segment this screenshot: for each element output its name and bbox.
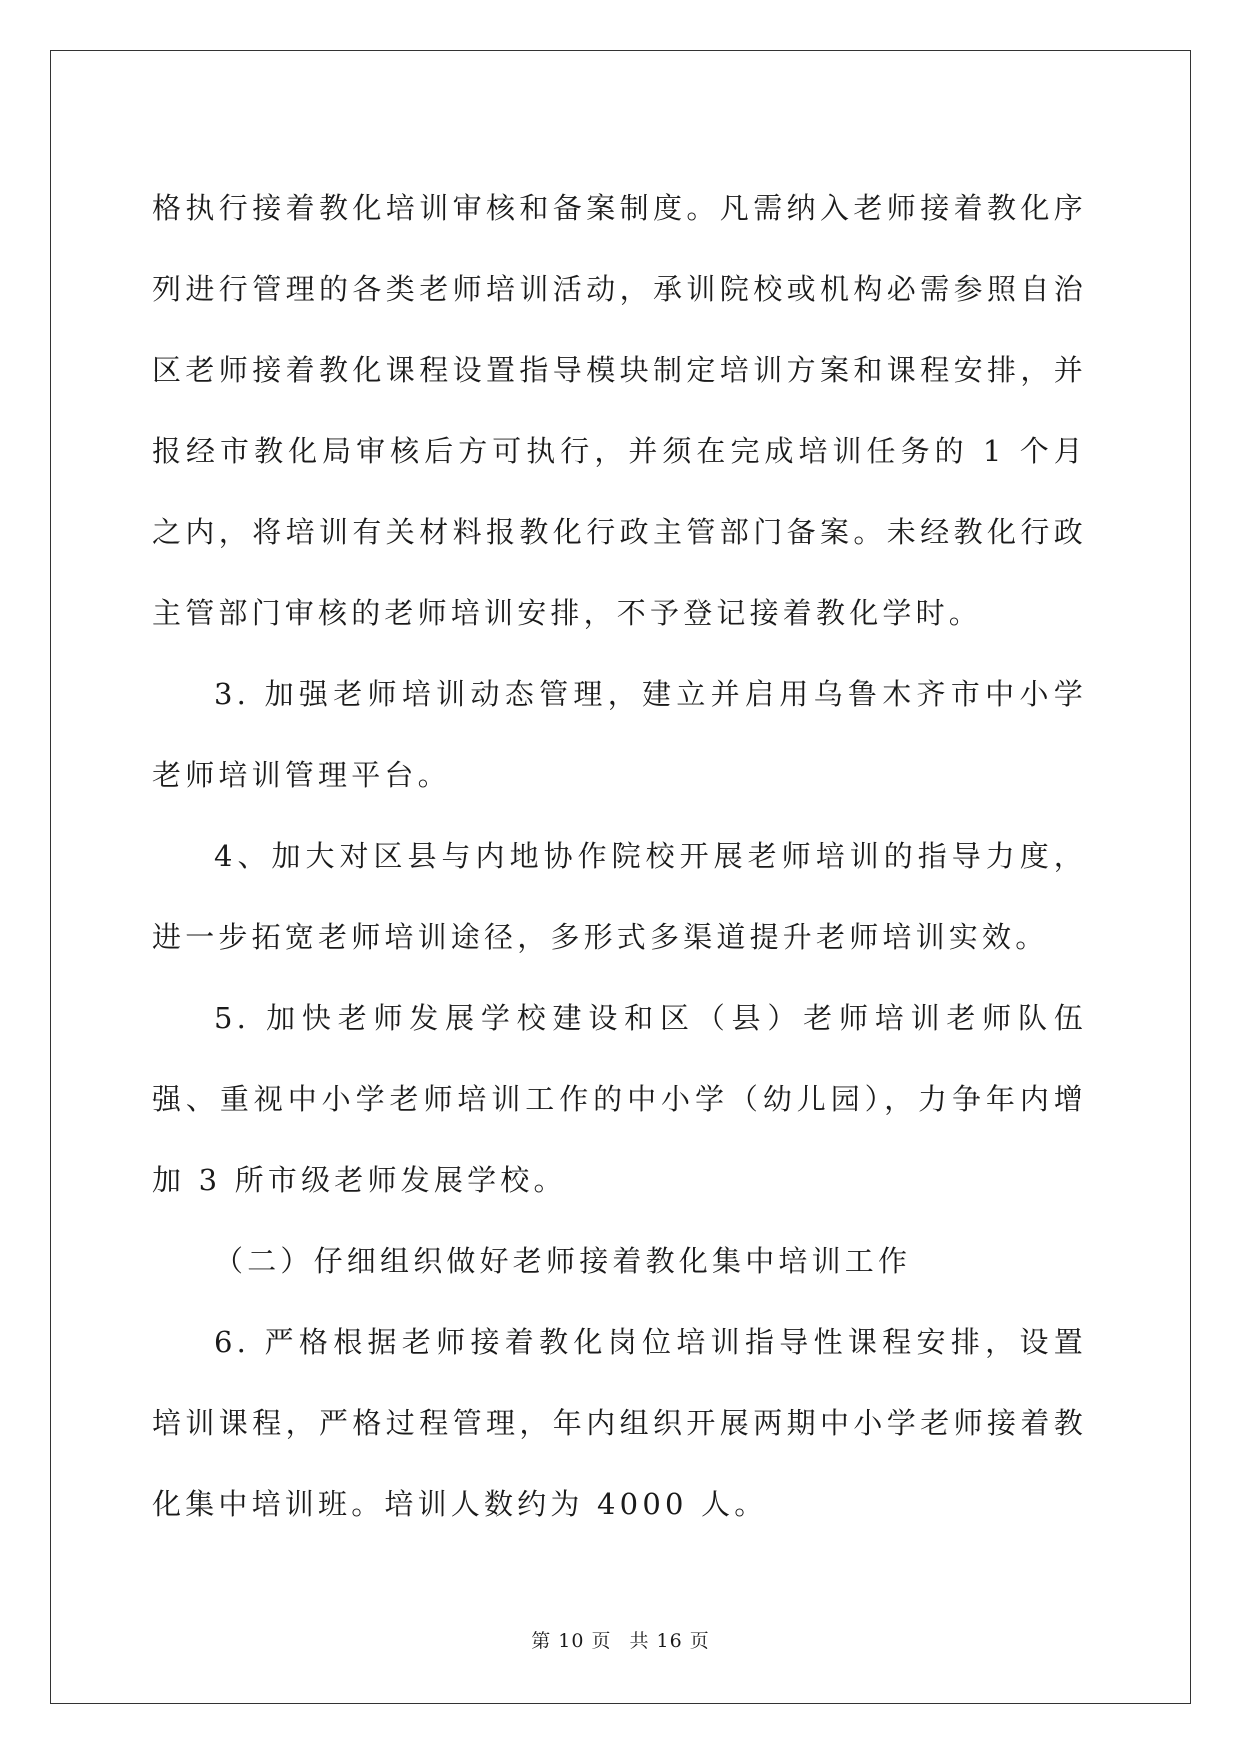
page-total: 共 16 页 [629,1630,710,1652]
section-heading: （二）仔细组织做好老师接着教化集中培训工作 [214,1244,912,1278]
paragraph-continuation: 格执行接着教化培训审核和备案制度。凡需纳入老师接着教化序列进行管理的各类老师培训活动，承训院校或机构必需参照自治区老师接着教化课程设置指导模块制定培训方案和课程安排，并报经市教化局审核后方可执行，并须在完成培训任务的 1 个月之内，将培训有关材料报教化行政主管部门备案。未经教化行政主管部门审核的老师培训安排，不予登记接着教化学时。 [152,191,1087,630]
paragraph-item-6: 6. 严格根据老师接着教化岗位培训指导性课程安排，设置培训课程，严格过程管理，年内组织开展两期中小学老师接着教化集中培训班。培训人数约为 4000 人。 [152,1325,1087,1521]
document-body [152,168,1087,1545]
page-number: 第 10 页 [531,1630,612,1652]
page-footer [0,1626,1241,1653]
paragraph-item-4: 4、加大对区县与内地协作院校开展老师培训的指导力度，进一步拓宽老师培训途径，多形式多渠道提升老师培训实效。 [152,839,1087,954]
paragraph-item-5: 5. 加快老师发展学校建设和区（县）老师培训老师队伍强、重视中小学老师培训工作的中小学（幼儿园），力争年内增加 3 所市级老师发展学校。 [152,1001,1087,1197]
paragraph-item-3: 3. 加强老师培训动态管理，建立并启用乌鲁木齐市中小学老师培训管理平台。 [152,677,1087,792]
